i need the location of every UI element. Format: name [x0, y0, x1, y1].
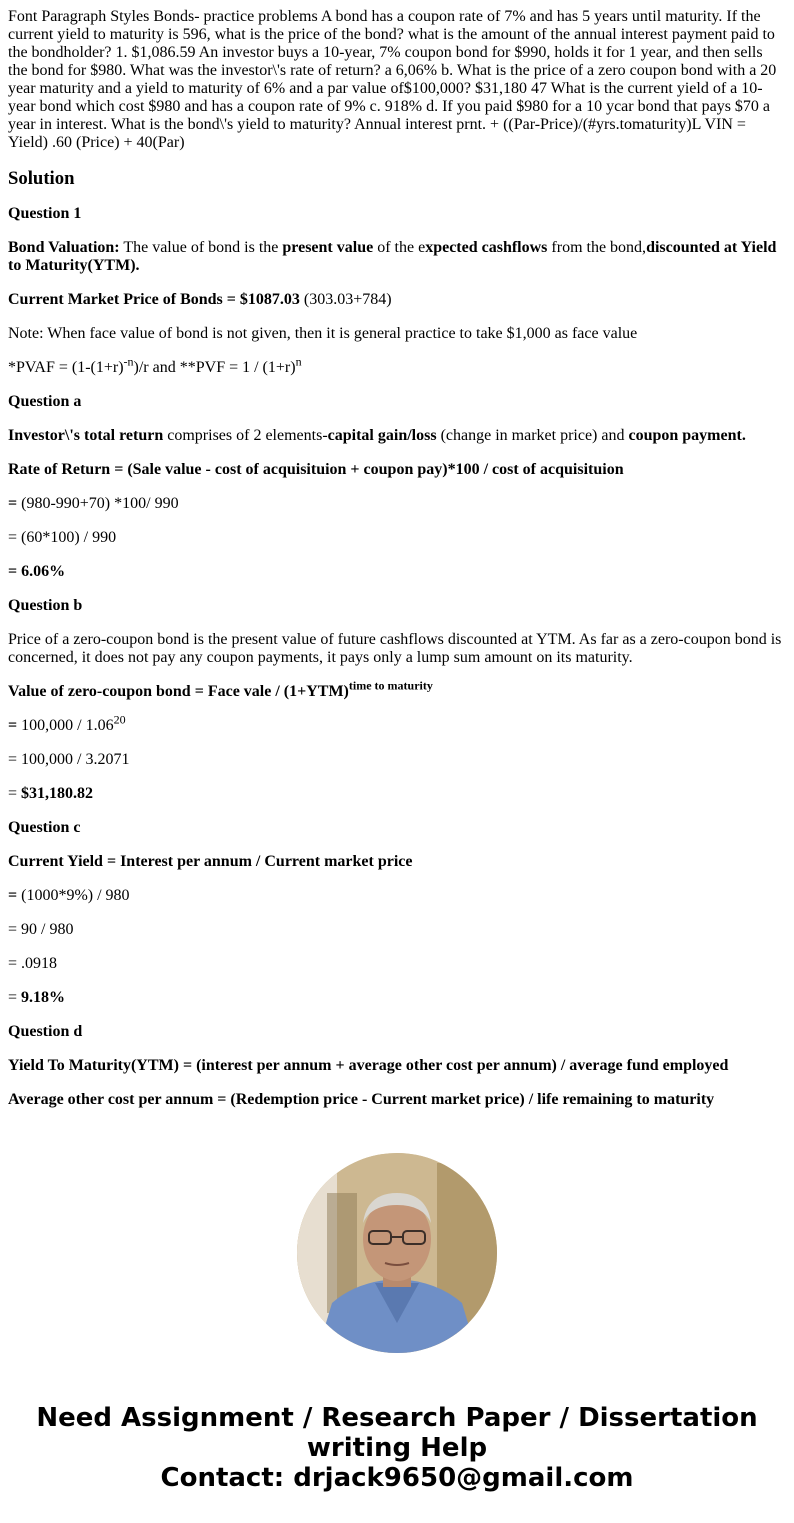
- bond-valuation-paragraph: Bond Valuation: The value of bond is the present value of the expected cashflows from the bond,discounted at Yield to Maturity(YTM).: [8, 239, 777, 274]
- zero-coupon-formula: Value of zero-coupon bond = Face vale / $(1+YTM)^{time to maturity}$: [8, 678, 433, 700]
- qb-step-2: = 100,000 / 3.2071: [8, 751, 130, 768]
- average-other-cost-formula: Average other cost per annum = (Redemption price - Current market price) / life remaining to maturity: [8, 1091, 715, 1108]
- solution-heading: Solution: [8, 168, 75, 189]
- promo-contact: Contact: drjack9650@gmail.com: [160, 1463, 634, 1493]
- qc-result: = 9.18%: [8, 989, 66, 1006]
- solution-document: [8, 8, 784, 1123]
- qa-result: = 6.06%: [8, 563, 66, 580]
- qc-step-1: = (1000*9%) / 980: [8, 887, 130, 904]
- qa-heading: Question a: [8, 393, 82, 410]
- qc-step-2: = 90 / 980: [8, 921, 74, 938]
- pvaf-formula: *PVAF = $(1-(1+r)^{-n})/r$ and $**PVF = 1 / (1+r)^n$: [8, 354, 302, 376]
- qc-step-3: = .0918: [8, 955, 58, 972]
- current-market-price: Current Market Price of Bonds = $1087.03 (303.03+784): [8, 291, 392, 308]
- promo-line-1: Need Assignment / Research Paper / Dissertation: [36, 1403, 758, 1433]
- promo-line-2: writing Help: [306, 1433, 488, 1463]
- author-avatar: [297, 1153, 497, 1353]
- qb-result: = $31,180.82: [8, 785, 94, 802]
- promo-banner: [0, 1403, 794, 1493]
- zero-coupon-description: Price of a zero-coupon bond is the present value of future cashflows discounted at YTM. As far as a zero-coupon bond is concerned, it does not pay any coupon payments, it pays only a lump sum amount on its maturity.: [8, 631, 782, 666]
- total-return-paragraph: Investor\'s total return comprises of 2 elements-capital gain/loss (change in market price) and coupon payment.: [8, 427, 746, 444]
- question-text: Font Paragraph Styles Bonds- practice problems A bond has a coupon rate of 7% and has 5 years until maturity. If the current yield to maturity is 596, what is the price of the bond? what is the amount of the annual interest payment paid to the bondholder? 1. $1,086.59 An investor buys a 10-year, 7% coupon bond for $990, holds it for 1 year, and then sells the bond for $980. What was the investor\'s rate of return? a 6,06% b. What is the price of a zero coupon bond with a 20 year maturity and a yield to maturity of 6% and a par value of$100,000? $31,180 47 What is the current yield of a 10-year bond which cost $980 and has a coupon rate of 9% c. 918% d. If you paid $980 for a 10 ycar bond that pays $70 a year in interest. What is the bond\'s yield to maturity? Annual interest prnt. + ((Par-Price)/(#yrs.tomaturity)L VIN = Yield) .60 (Price) + 40(Par): [8, 8, 777, 151]
- qa-step-2: = (60*100) / 990: [8, 529, 117, 546]
- rate-of-return-formula: Rate of Return = (Sale value - cost of acquisituion + coupon pay)*100 / cost of acquisituion: [8, 461, 624, 478]
- qd-heading: Question d: [8, 1023, 83, 1040]
- person-photo-icon: [297, 1153, 497, 1353]
- qb-heading: Question b: [8, 597, 83, 614]
- q1-heading: Question 1: [8, 205, 82, 222]
- qb-step-1: = 100,000 / 1.06$^{20}$: [8, 712, 126, 734]
- current-yield-formula: Current Yield = Interest per annum / Current market price: [8, 853, 413, 870]
- ytm-formula: Yield To Maturity(YTM) = (interest per annum + average other cost per annum) / average fund employed: [8, 1057, 729, 1074]
- qc-heading: Question c: [8, 819, 81, 836]
- face-value-note: Note: When face value of bond is not given, then it is general practice to take $1,000 as face value: [8, 325, 638, 342]
- qa-step-1: = (980-990+70) *100/ 990: [8, 495, 179, 512]
